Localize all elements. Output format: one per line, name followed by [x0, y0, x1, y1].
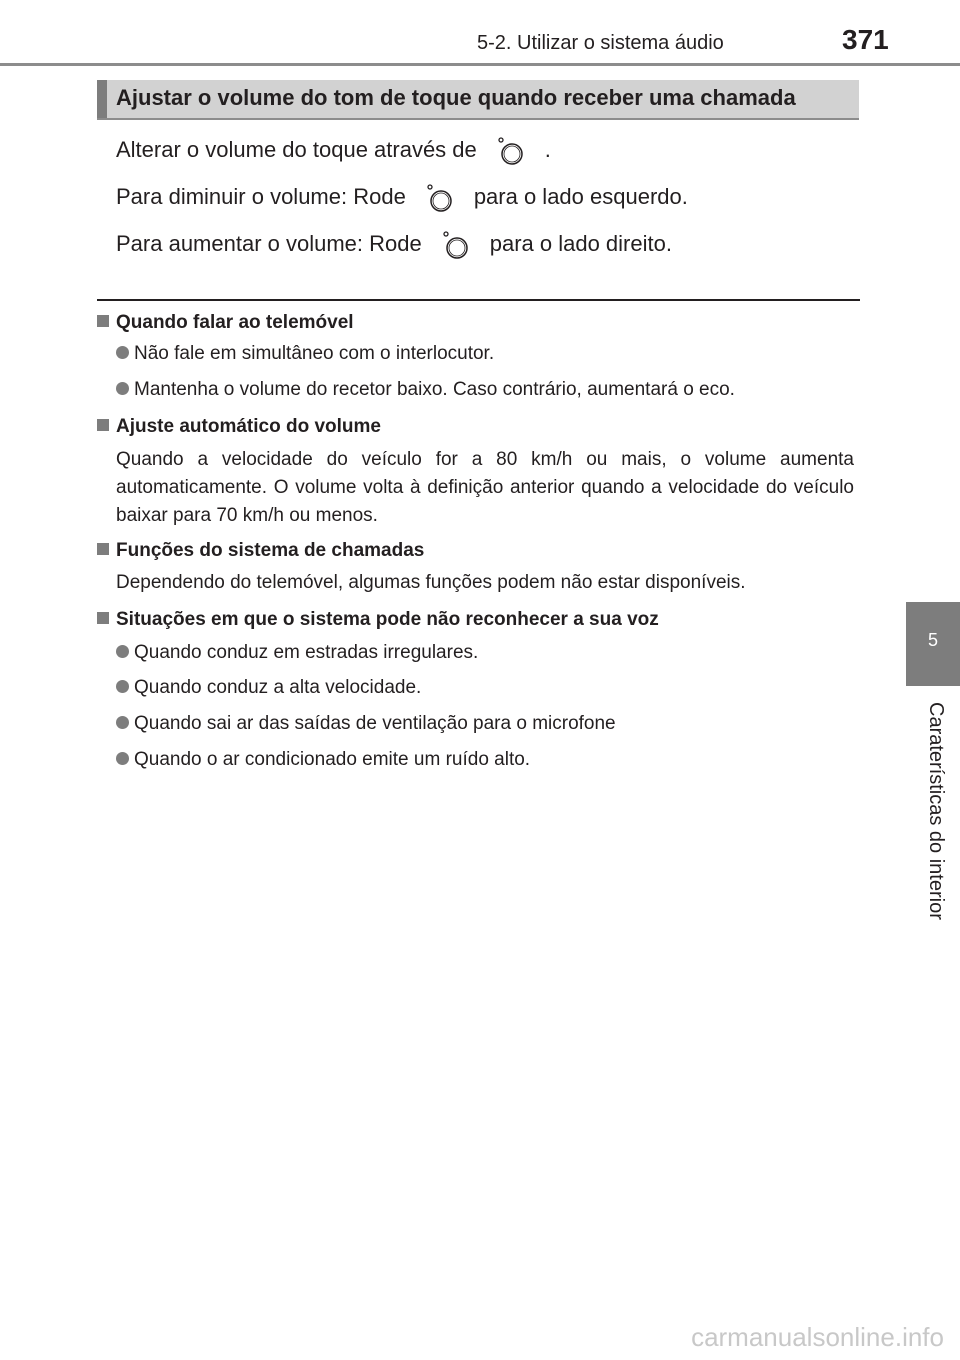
bullet-item	[116, 713, 616, 735]
square-marker	[97, 419, 109, 431]
bullet-item	[116, 749, 530, 771]
chapter-title: Caraterísticas do interior	[925, 702, 947, 920]
volume-knob-icon	[497, 136, 523, 166]
paragraph: Dependendo do telemóvel, algumas funções podem não estar disponíveis.	[116, 572, 746, 593]
section-title: Ajustar o volume do tom de toque quando receber uma chamada	[116, 85, 796, 110]
chapter-number: 5	[927, 630, 938, 650]
instruction-text-end: para o lado esquerdo.	[473, 184, 688, 209]
header-section-title: 5-2. Utilizar o sistema áudio	[477, 32, 724, 54]
volume-knob-icon	[426, 183, 452, 213]
header-rule	[0, 63, 960, 66]
instruction-line	[116, 230, 672, 260]
page-number: 371	[842, 24, 889, 55]
instruction-text: Alterar o volume do toque através de	[116, 137, 477, 162]
square-marker	[97, 315, 109, 327]
bullet-text: Mantenha o volume do recetor baixo. Caso contrário, aumentará o eco.	[134, 379, 735, 400]
section-title-bar	[97, 80, 859, 120]
bullet-text: Não fale em simultâneo com o interlocutor.	[134, 343, 495, 364]
bullet-text: Quando o ar condicionado emite um ruído alto.	[134, 749, 531, 770]
bullet-dot	[116, 752, 129, 765]
section-divider	[97, 299, 860, 301]
instruction-line	[116, 183, 688, 213]
instruction-text: Para diminuir o volume: Rode	[116, 184, 406, 209]
bullet-item	[116, 677, 421, 699]
bullet-item	[116, 642, 478, 664]
bullet-dot	[116, 346, 129, 359]
section-heading	[97, 609, 659, 631]
bullet-item	[116, 379, 735, 401]
section-heading	[97, 312, 354, 334]
instruction-text-end: para o lado direito.	[489, 231, 672, 256]
bullet-text: Quando conduz em estradas irregulares.	[134, 642, 479, 663]
bullet-dot	[116, 645, 129, 658]
bullet-dot	[116, 716, 129, 729]
instruction-text: Para aumentar o volume: Rode	[116, 231, 422, 256]
watermark: carmanualsonline.info	[691, 1322, 944, 1352]
bullet-text: Quando conduz a alta velocidade.	[134, 677, 422, 698]
bullet-dot	[116, 382, 129, 395]
bullet-dot	[116, 680, 129, 693]
instruction-line	[116, 136, 551, 166]
chapter-tab	[906, 602, 960, 686]
section-heading	[97, 416, 381, 438]
square-marker	[97, 543, 109, 555]
volume-knob-icon	[442, 230, 468, 260]
section-heading-text: Funções do sistema de chamadas	[116, 540, 425, 561]
section-heading	[97, 540, 424, 562]
section-heading-text: Ajuste automático do volume	[116, 416, 381, 437]
section-heading-text: Situações em que o sistema pode não reconhecer a sua voz	[116, 609, 659, 630]
instruction-text-end: .	[544, 137, 551, 162]
square-marker	[97, 612, 109, 624]
paragraph: Quando a velocidade do veículo for a 80 km/h ou mais, o volume aumenta automaticamente. O volume volta à definição anterior quando a velocidade do veículo baixar para 70 km/h ou menos.	[116, 449, 854, 526]
section-heading-text: Quando falar ao telemóvel	[116, 312, 354, 333]
title-accent	[97, 80, 107, 118]
bullet-item	[116, 343, 494, 365]
bullet-text: Quando sai ar das saídas de ventilação para o microfone	[134, 713, 616, 734]
